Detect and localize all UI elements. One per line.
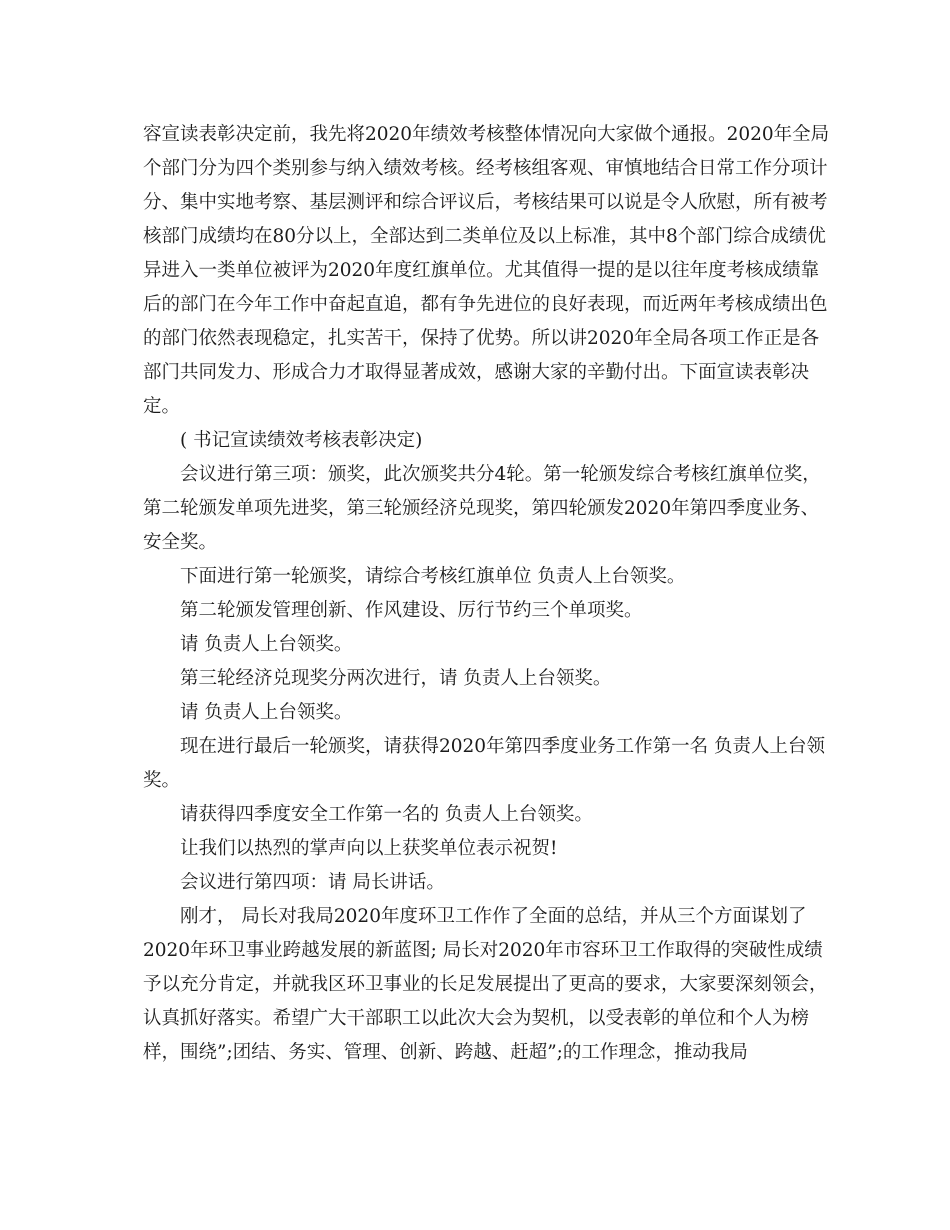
paragraph-second-round-invite: 请 负责人上台领奖。 <box>180 634 353 655</box>
paragraph-safety-award: 请获得四季度安全工作第一名的 负责人上台领奖。 <box>180 804 593 825</box>
paragraph-report-summary: 容宣读表彰决定前，我先将2020年绩效考核整体情况向大家做个通报。2020年全局 个部门分为四个类别参与纳入绩效考核。经考核组客观、审慎地结合日常工作分项计分、集中实地考察、基层测评和综合评议后，考核结果可以说是令人欣慰，所有被考核部门成绩均在80分以上，全部达到二类单位及以上标准，其中8个部门综合成绩优异进入一类单位被评为2020年度红旗单位。尤其值得一提的是以往年度考核成绩靠后的部门在今年工作中奋起直追，都有争先进位的良好表现，而近两年考核成绩出色的部门依然表现稳定，扎实苦干，保持了优势。所以讲2020年全局各项工作正是各部门共同发力、形成合力才取得显著成效，感谢大家的辛勤付出。下面宣读表彰决定。 <box>143 124 830 417</box>
document-body <box>143 118 833 1070</box>
paragraph-second-round: 第二轮颁发管理创新、作风建设、厉行节约三个单项奖。 <box>180 600 643 621</box>
paragraph-secretary-reading: ( 书记宣读绩效考核表彰决定) <box>180 430 423 451</box>
paragraph-first-round: 下面进行第一轮颁奖，请综合考核红旗单位 负责人上台领奖。 <box>180 566 686 587</box>
paragraph-fourth-item: 会议进行第四项：请 局长讲话。 <box>180 872 445 893</box>
paragraph-third-round-invite: 请 负责人上台领奖。 <box>180 702 353 723</box>
paragraph-third-item-awards: 会议进行第三项：颁奖，此次颁奖共分4轮。第一轮颁发综合考核红旗单位奖，第二轮颁发单项先进奖，第三轮颁经济兑现奖，第四轮颁发2020年第四季度业务、安全奖。 <box>143 464 821 553</box>
paragraph-final-round: 现在进行最后一轮颁奖，请获得2020年第四季度业务工作第一名 负责人上台领奖。 <box>143 736 825 791</box>
paragraph-applause: 让我们以热烈的掌声向以上获奖单位表示祝贺! <box>180 838 558 859</box>
paragraph-third-round: 第三轮经济兑现奖分两次进行，请 负责人上台领奖。 <box>180 668 612 689</box>
paragraph-closing-remarks: 刚才， 局长对我局2020年度环卫工作作了全面的总结，并从三个方面谋划了2020年环卫事业跨越发展的新蓝图; 局长对2020年市容环卫工作取得的突破性成绩予以充分肯定，并就我区环卫事业的长足发展提出了更高的要求，大家要深刻领会，认真抓好落实。希望广大干部职工以此次大会为契机，以受表彰的单位和个人为榜样，围绕”;团结、务实、管理、创新、跨越、赶超”;的工作理念，推动我局 <box>143 906 828 1063</box>
